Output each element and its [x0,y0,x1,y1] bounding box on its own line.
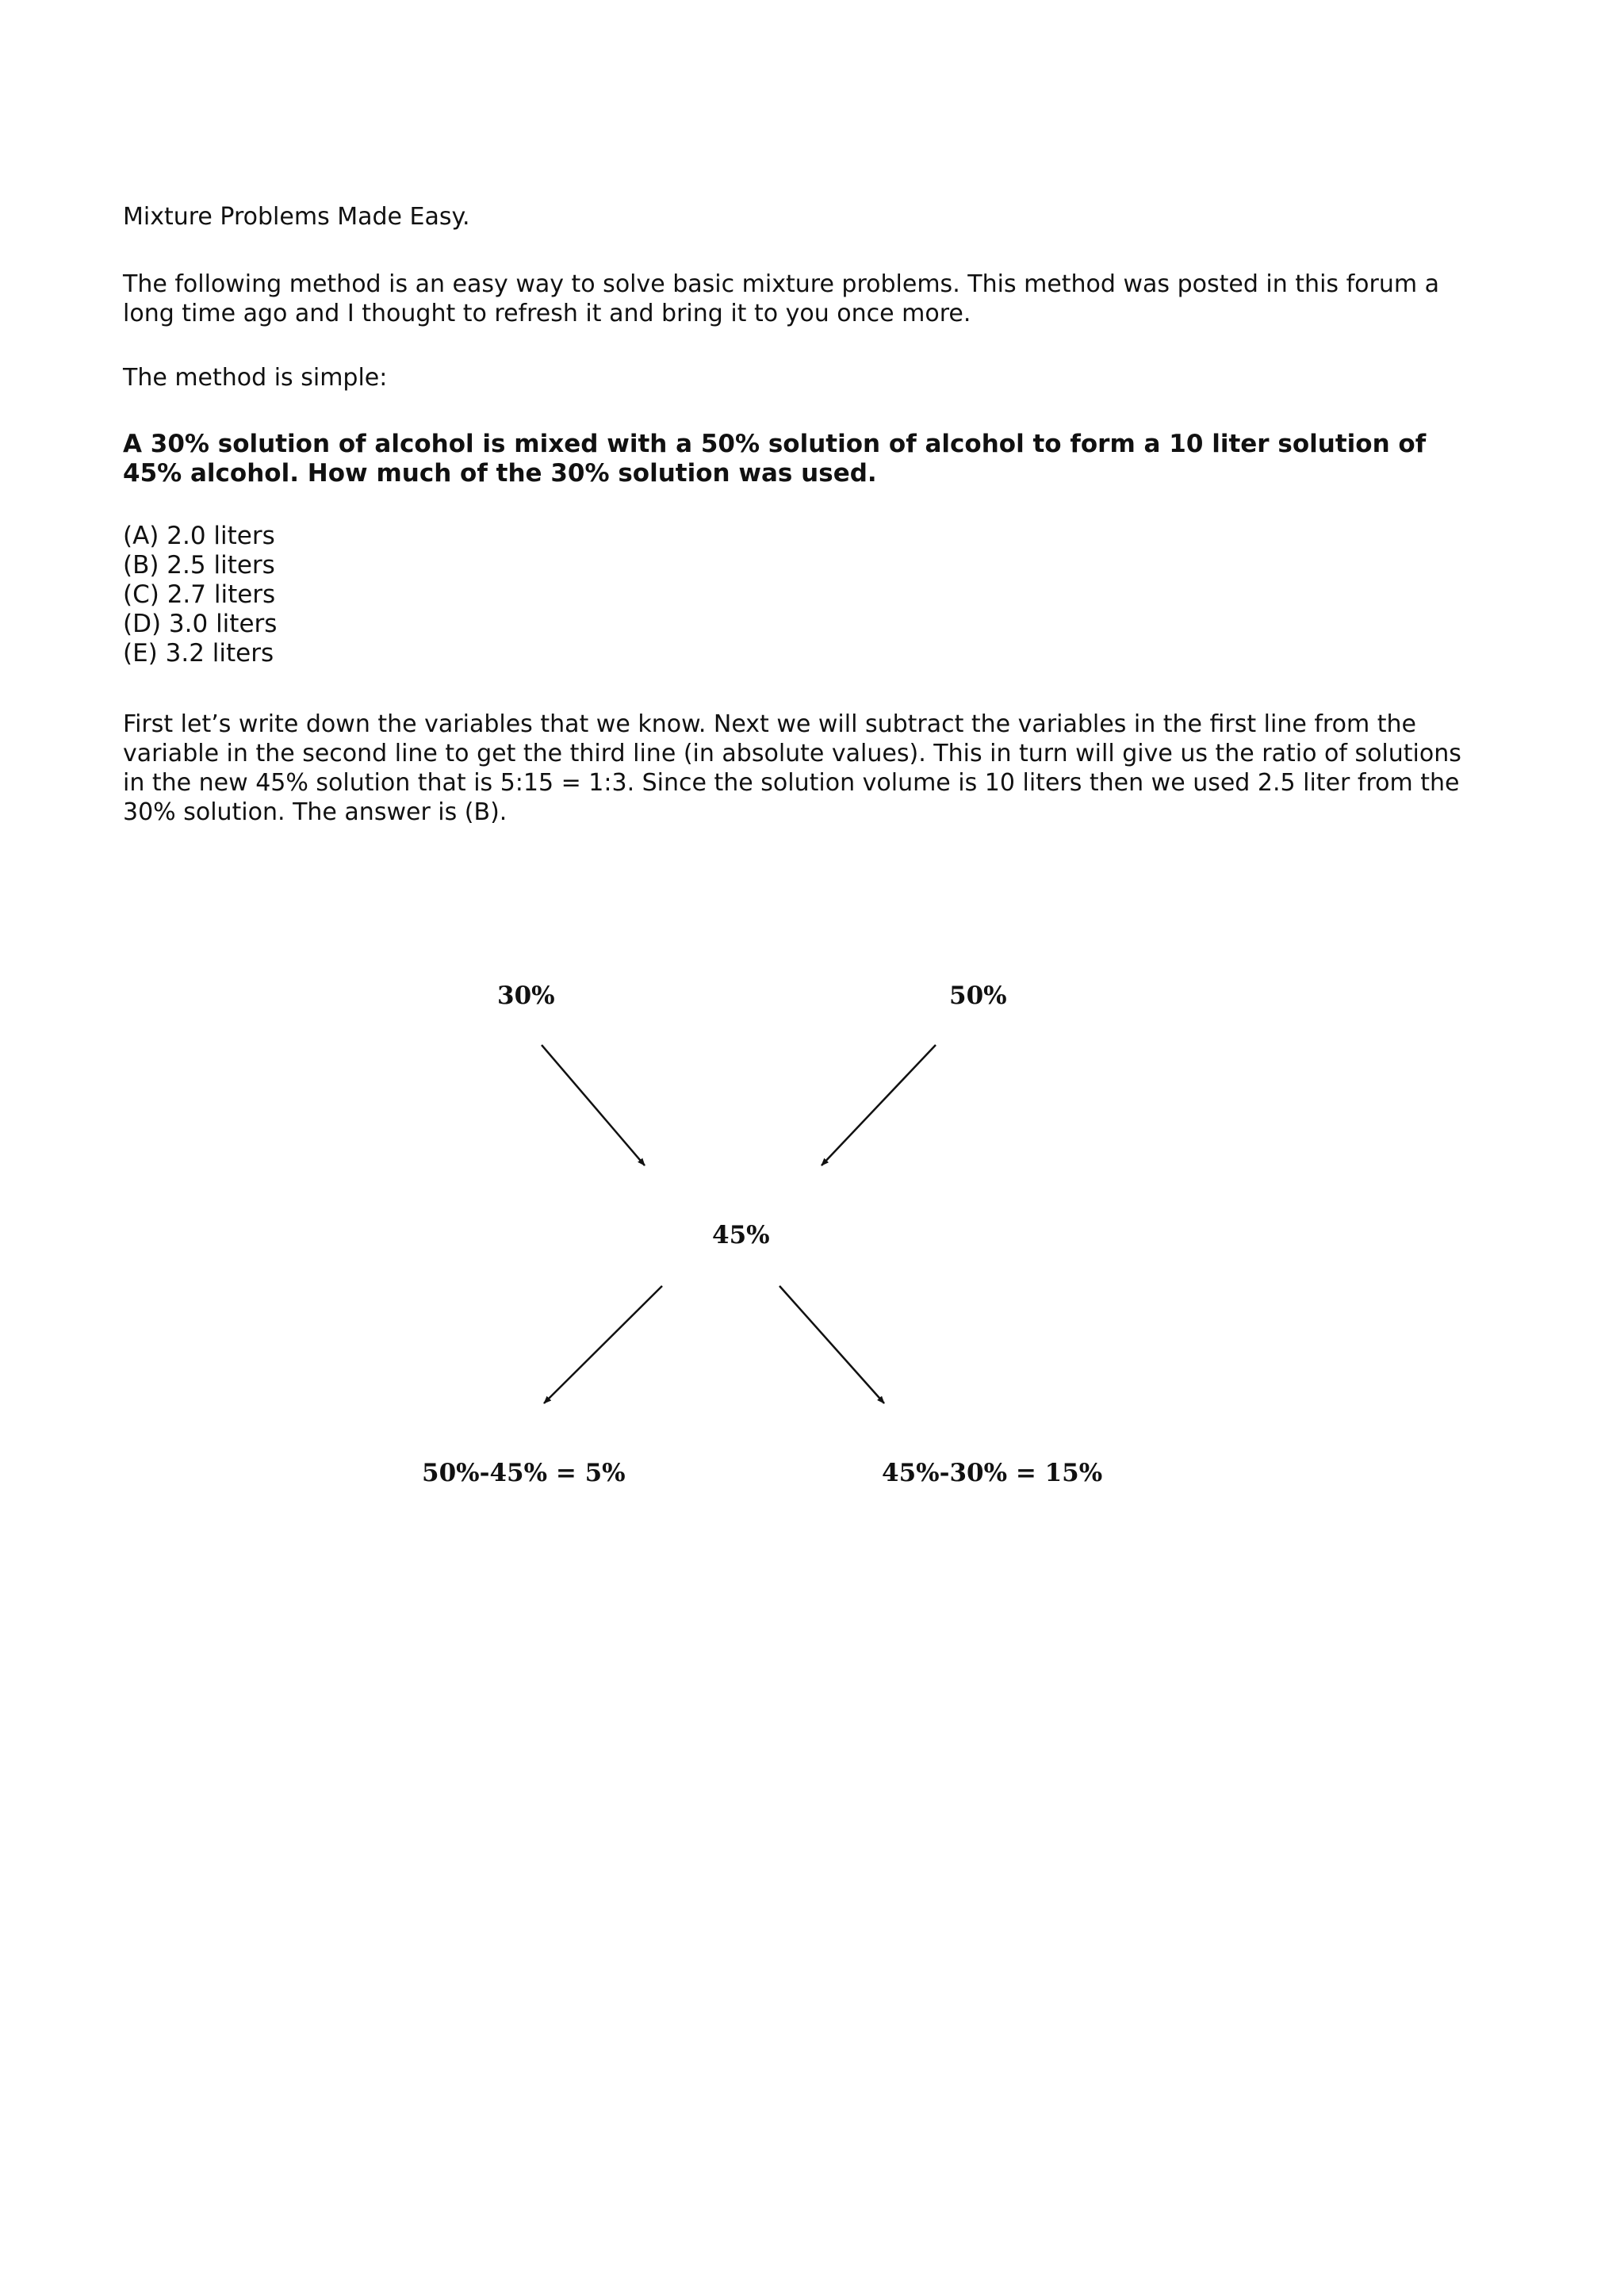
arrow-top-left-to-center [542,1045,645,1165]
document-title: Mixture Problems Made Easy. [123,203,470,231]
option-b: (B) 2.5 liters [123,551,275,580]
arrow-center-to-bottom-right [779,1286,884,1403]
explanation-paragraph: First let’s write down the variables that we know. Next we will subtract the variables in the first line from the variable in the second line to get the third line (in absolute values). This in turn will give us the ratio of solutions in the new 45% solution that is 5:15 = 1:3. Since the solution volume is 10 liters then we used 2.5 liter from the 30% solution. The answer is (B). [123,710,1461,826]
diagram-label-30-percent: 30% [497,982,555,1010]
arrow-center-to-bottom-left [544,1286,662,1403]
answer-options [123,522,1471,668]
option-a: (A) 2.0 liters [123,522,275,550]
diagram-label-45-percent: 45% [712,1221,770,1249]
diagram-label-difference-right: 45%-30% = 15% [882,1459,1103,1487]
diagram-label-50-percent: 50% [949,982,1007,1010]
arrow-top-right-to-center [822,1045,936,1165]
diagram-label-difference-left: 50%-45% = 5% [422,1459,626,1487]
intro-paragraph: The following method is an easy way to solve basic mixture problems. This method was posted in this forum a long time ago and I thought to refresh it and bring it to you once more. [123,270,1439,327]
option-c: (C) 2.7 liters [123,580,276,609]
method-intro: The method is simple: [123,364,388,392]
option-d: (D) 3.0 liters [123,610,278,638]
option-e: (E) 3.2 liters [123,639,274,668]
problem-statement: A 30% solution of alcohol is mixed with a 50% solution of alcohol to form a 10 liter solution of 45% alcohol. How much of the 30% solution was used. [123,430,1427,488]
